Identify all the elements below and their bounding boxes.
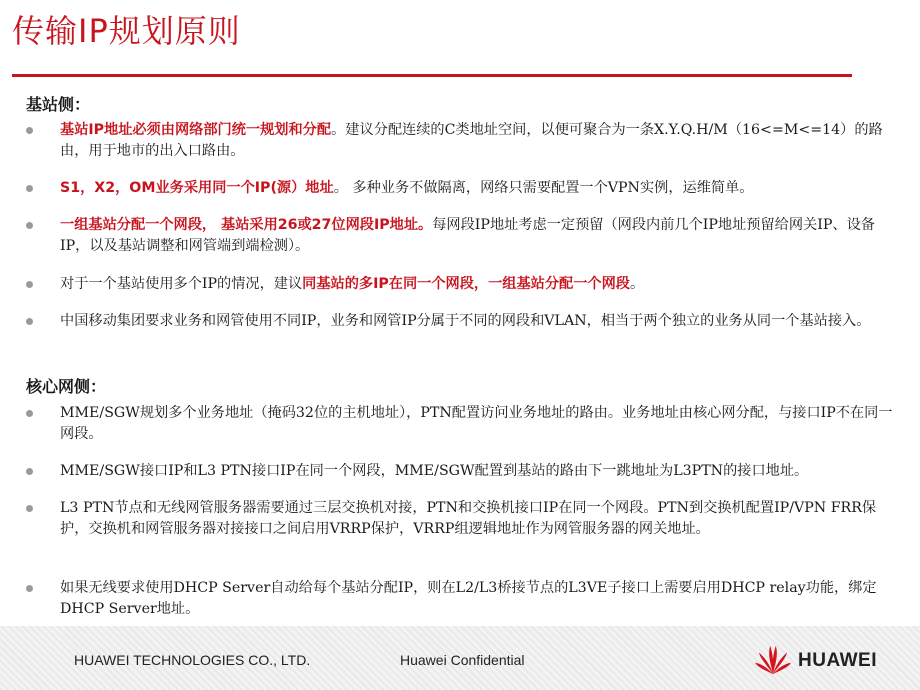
list-item <box>60 578 896 620</box>
body-text: 。 多种业务不做隔离，网络只需要配置一个VPN实例，运维简单。 <box>333 180 754 196</box>
slide-title: 传输IP规划原则 <box>12 12 241 50</box>
body-text: MME/SGW接口IP和L3 PTN接口IP在同一个网段，MME/SGW配置到基站的路由下一跳地址为L3PTN的接口地址。 <box>60 463 809 479</box>
body-text: 中国移动集团要求业务和网管使用不同IP，业务和网管IP分属于不同的网段和VLAN，相当于两个独立的业务从同一个基站接入。 <box>60 313 871 329</box>
bullet-icon <box>26 505 33 512</box>
footer-company: HUAWEI TECHNOLOGIES CO., LTD. <box>74 652 311 668</box>
bullet-icon <box>26 410 33 417</box>
body-text: MME/SGW规划多个业务地址（掩码32位的主机地址），PTN配置访问业务地址的路由。业务地址由核心网分配，与接口IP不在同一网段。 <box>60 405 893 442</box>
list-item <box>60 120 896 162</box>
emphasis-text: 同基站的多IP在同一个网段，一组基站分配一个网段 <box>302 276 630 292</box>
emphasis-text: 基站IP地址必须由网络部门统一规划和分配 <box>60 122 332 138</box>
brand-name: HUAWEI <box>798 650 877 671</box>
bullet-icon <box>26 222 33 229</box>
list-item <box>60 274 896 295</box>
list-item <box>60 498 896 540</box>
body-text: 如果无线要求使用DHCP Server自动给每个基站分配IP，则在L2/L3桥接节点的L3VE子接口上需要启用DHCP relay功能，绑定DHCP Server地址。 <box>60 580 877 617</box>
emphasis-text: 一组基站分配一个网段， 基站采用26或27位网段IP地址。 <box>60 217 433 233</box>
bullet-icon <box>26 185 33 192</box>
footer-confidential: Huawei Confidential <box>400 652 525 668</box>
bullet-icon <box>26 281 33 288</box>
section-heading-base-station: 基站侧： <box>26 95 91 114</box>
title-divider <box>12 74 852 77</box>
list-item <box>60 215 896 257</box>
body-text: L3 PTN节点和无线网管服务器需要通过三层交换机对接，PTN和交换机接口IP在同一个网段。PTN到交换机配置IP/VPN FRR保护，交换机和网管服务器对接接口之间启用VRRP保护，VRRP组逻辑地址作为网管服务器的网关地址。 <box>60 500 877 537</box>
bullet-icon <box>26 468 33 475</box>
body-text: 每网段IP地址考虑一定预留（网段内前几个IP地址预留给网关IP、设备IP，以及基站调整和网管端到端检测）。 <box>60 217 875 254</box>
list-item <box>60 403 896 445</box>
body-text: 对于一个基站使用多个IP的情况，建议 <box>60 276 303 292</box>
bullet-icon <box>26 318 33 325</box>
list-item <box>60 461 896 482</box>
body-text: 。建议分配连续的C类地址空间，以便可聚合为一条X.Y.Q.H/M（16<=M<=14）的路由，用于地市的出入口路由。 <box>60 122 883 159</box>
emphasis-text: S1，X2，OM业务采用同一个IP(源）地址 <box>60 180 334 196</box>
section-heading-core-network: 核心网侧： <box>26 377 107 396</box>
bullet-icon <box>26 585 33 592</box>
list-item <box>60 178 896 199</box>
body-text: 。 <box>629 276 645 292</box>
list-item <box>60 311 896 332</box>
bullet-icon <box>26 127 33 134</box>
huawei-petal-logo-icon <box>754 640 792 678</box>
